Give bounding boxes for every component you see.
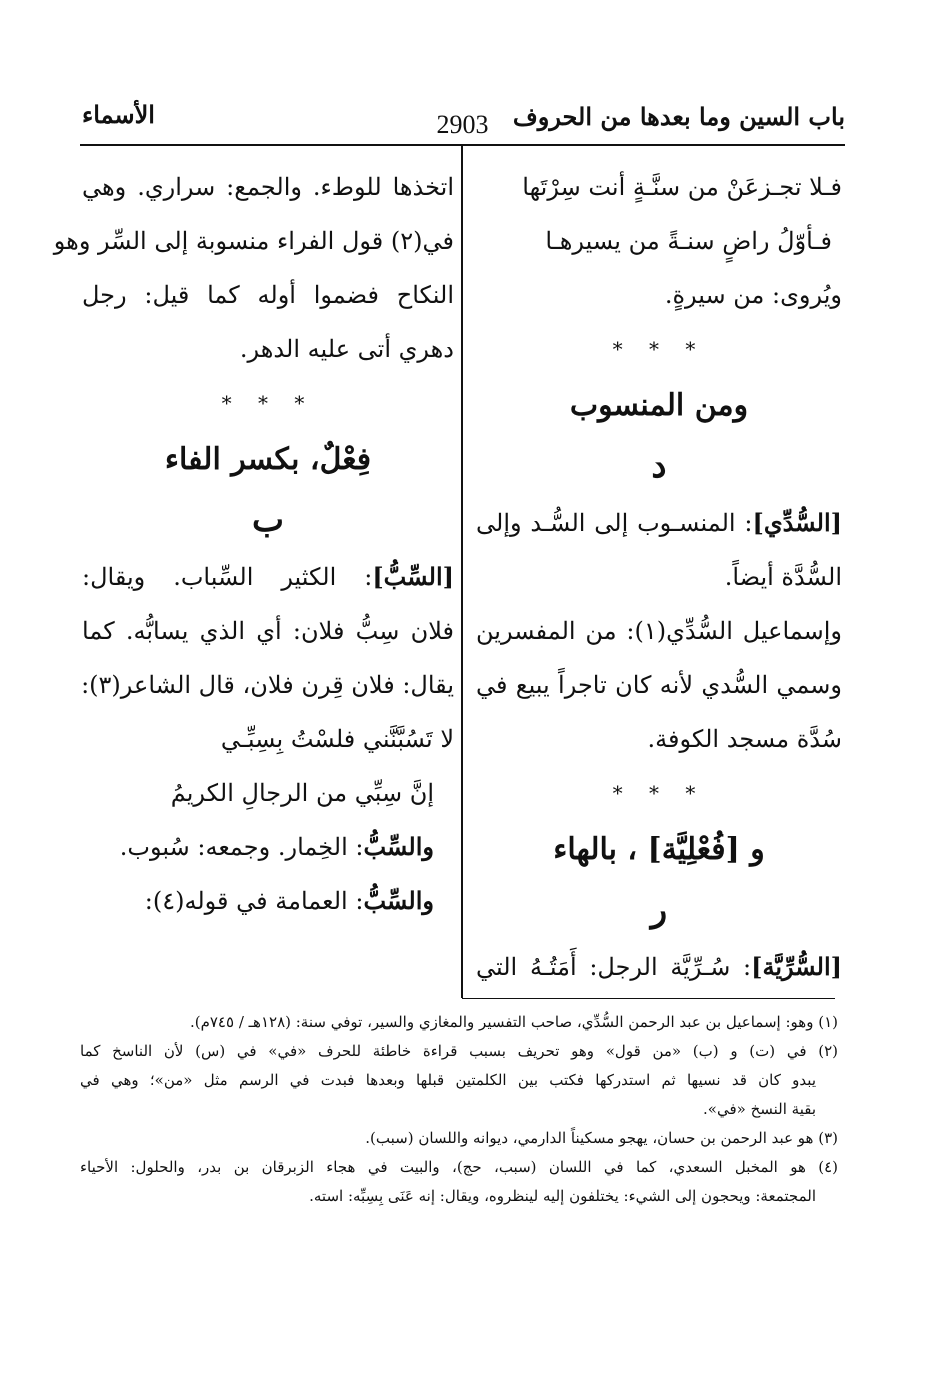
headword: [السُّدِّي] <box>752 508 842 537</box>
entry-text: : العمامة في قوله(٤): <box>144 887 364 915</box>
running-header <box>80 100 845 146</box>
entry-line: السُّدَّة أيضاً. <box>724 563 842 591</box>
headword: والسِّبُّ <box>363 886 434 915</box>
footnote-4-cont: المجتمعة: ويحجون إلى الشيء: يختلفون إليه لينظروه، ويقال: إنه عَنَى بِسِبِّه: استه. <box>309 1187 816 1205</box>
footnote-2: (٢) في (ت) و (ب) «من قول» وهو تحريف بسبب قراءة خاطئة للحرف «في» في (س) لأن الناسخ كما <box>80 1042 838 1060</box>
verse-line-1: فـلا تجـزعَنْ من سنَّـةٍ أنت سِرْتَها <box>522 173 842 201</box>
page-number: 2903 <box>436 110 489 139</box>
letter-heading: ر <box>650 890 668 930</box>
entry-line: النكاح فضموا أوله كما قيل: رجل <box>82 281 454 309</box>
section-heading: فِعْلٌ، بكسر الفاء <box>164 442 372 477</box>
headword: والسِّبُّ <box>363 832 434 861</box>
section-heading: و [فُعْلِيَّة] ، بالهاء <box>553 832 765 867</box>
header-section-title: الأسماء <box>82 100 155 129</box>
entry-line <box>82 550 454 604</box>
verse-line-2: إنَّ سِبِّي من الرجالِ الكريمُ <box>170 779 434 807</box>
footnote-rule <box>462 998 835 999</box>
entry-line: سُدَّة مسجد الكوفة. <box>647 725 842 753</box>
section-heading: ومن المنسوب <box>569 388 749 423</box>
entry-line: فلان سِبُّ فلان: أي الذي يسابُّه. كما <box>82 617 454 645</box>
verse-line-2: فـأوّلُ راضٍ سنـةً من يسيرهـا <box>545 227 832 255</box>
variant-reading: ويُروى: من سيرةٍ. <box>664 281 842 309</box>
footnote-4: (٤) هو المخبل السعدي، كما في اللسان (سبب، حج)، والبيت في هجاء الزبرقان بن بدر، والحلول: الأحياء <box>80 1158 838 1176</box>
entry-line <box>476 496 842 550</box>
entry-text: : المنسـوب إلى السُّـد وإلى <box>476 509 753 537</box>
entry-line: في(٢) قول الفراء منسوبة إلى السِّر وهو <box>53 227 454 255</box>
headword: [السِّبُّ] <box>372 562 454 591</box>
headword: [السُّرِّيَّة] <box>751 952 842 981</box>
letter-heading: ب <box>251 500 284 540</box>
entry-line <box>82 820 454 874</box>
entry-line: وسمي السُّدي لأنه كان تاجراً يبيع في <box>476 671 842 699</box>
footnote-2-cont: يبدو كان قد نسيها ثم استدركها فكتب بين الكلمتين قبلها وبعدها فبدت في الرسم مثل «من»؛ وهي في <box>80 1071 816 1089</box>
entry-line <box>82 874 454 928</box>
footnote-2-cont: بقية النسخ «في». <box>703 1100 816 1118</box>
column-divider <box>461 146 463 998</box>
entry-text: : الخِمار. وجمعه: سُبوب. <box>119 833 364 861</box>
entry-text: : سُـرِّيَّة الرجل: أَمَتُـهُ التي <box>476 953 752 981</box>
verse-line-1: لا تَسُبَّنَّني فلسْتُ بِسِبِّـي <box>220 725 454 753</box>
footnote-3: (٣) هو عبد الرحمن بن حسان، يهجو مسكيناً الدارمي، ديوانه واللسان (سبب). <box>365 1129 838 1147</box>
entry-line: وإسماعيل السُّدِّي(١): من المفسرين <box>476 617 842 645</box>
footnote-1: (١) وهو: إسماعيل بن عبد الرحمن السُّدِّي، صاحب التفسير والمغازي والسير، توفي سنة: (١٢٨هـ / ٧٤٥م). <box>189 1013 838 1031</box>
header-chapter-title: باب السين وما بعدها من الحروف <box>512 102 845 131</box>
entry-text: : الكثير السِّباب. ويقال: <box>82 563 373 591</box>
section-separator: * * * <box>612 337 706 361</box>
entry-line <box>476 940 842 994</box>
letter-heading: د <box>651 446 667 486</box>
entry-line: اتخذها للوطء. والجمع: سراري. وهي <box>82 173 454 201</box>
entry-line: دهري أتى عليه الدهر. <box>239 335 454 363</box>
right-column <box>476 160 842 994</box>
footnotes <box>80 1008 838 1211</box>
entry-line: يقال: فلان قِرن فلان، قال الشاعر(٣): <box>81 671 454 699</box>
section-separator: * * * <box>612 781 706 805</box>
section-separator: * * * <box>221 391 315 415</box>
left-column <box>53 160 454 928</box>
